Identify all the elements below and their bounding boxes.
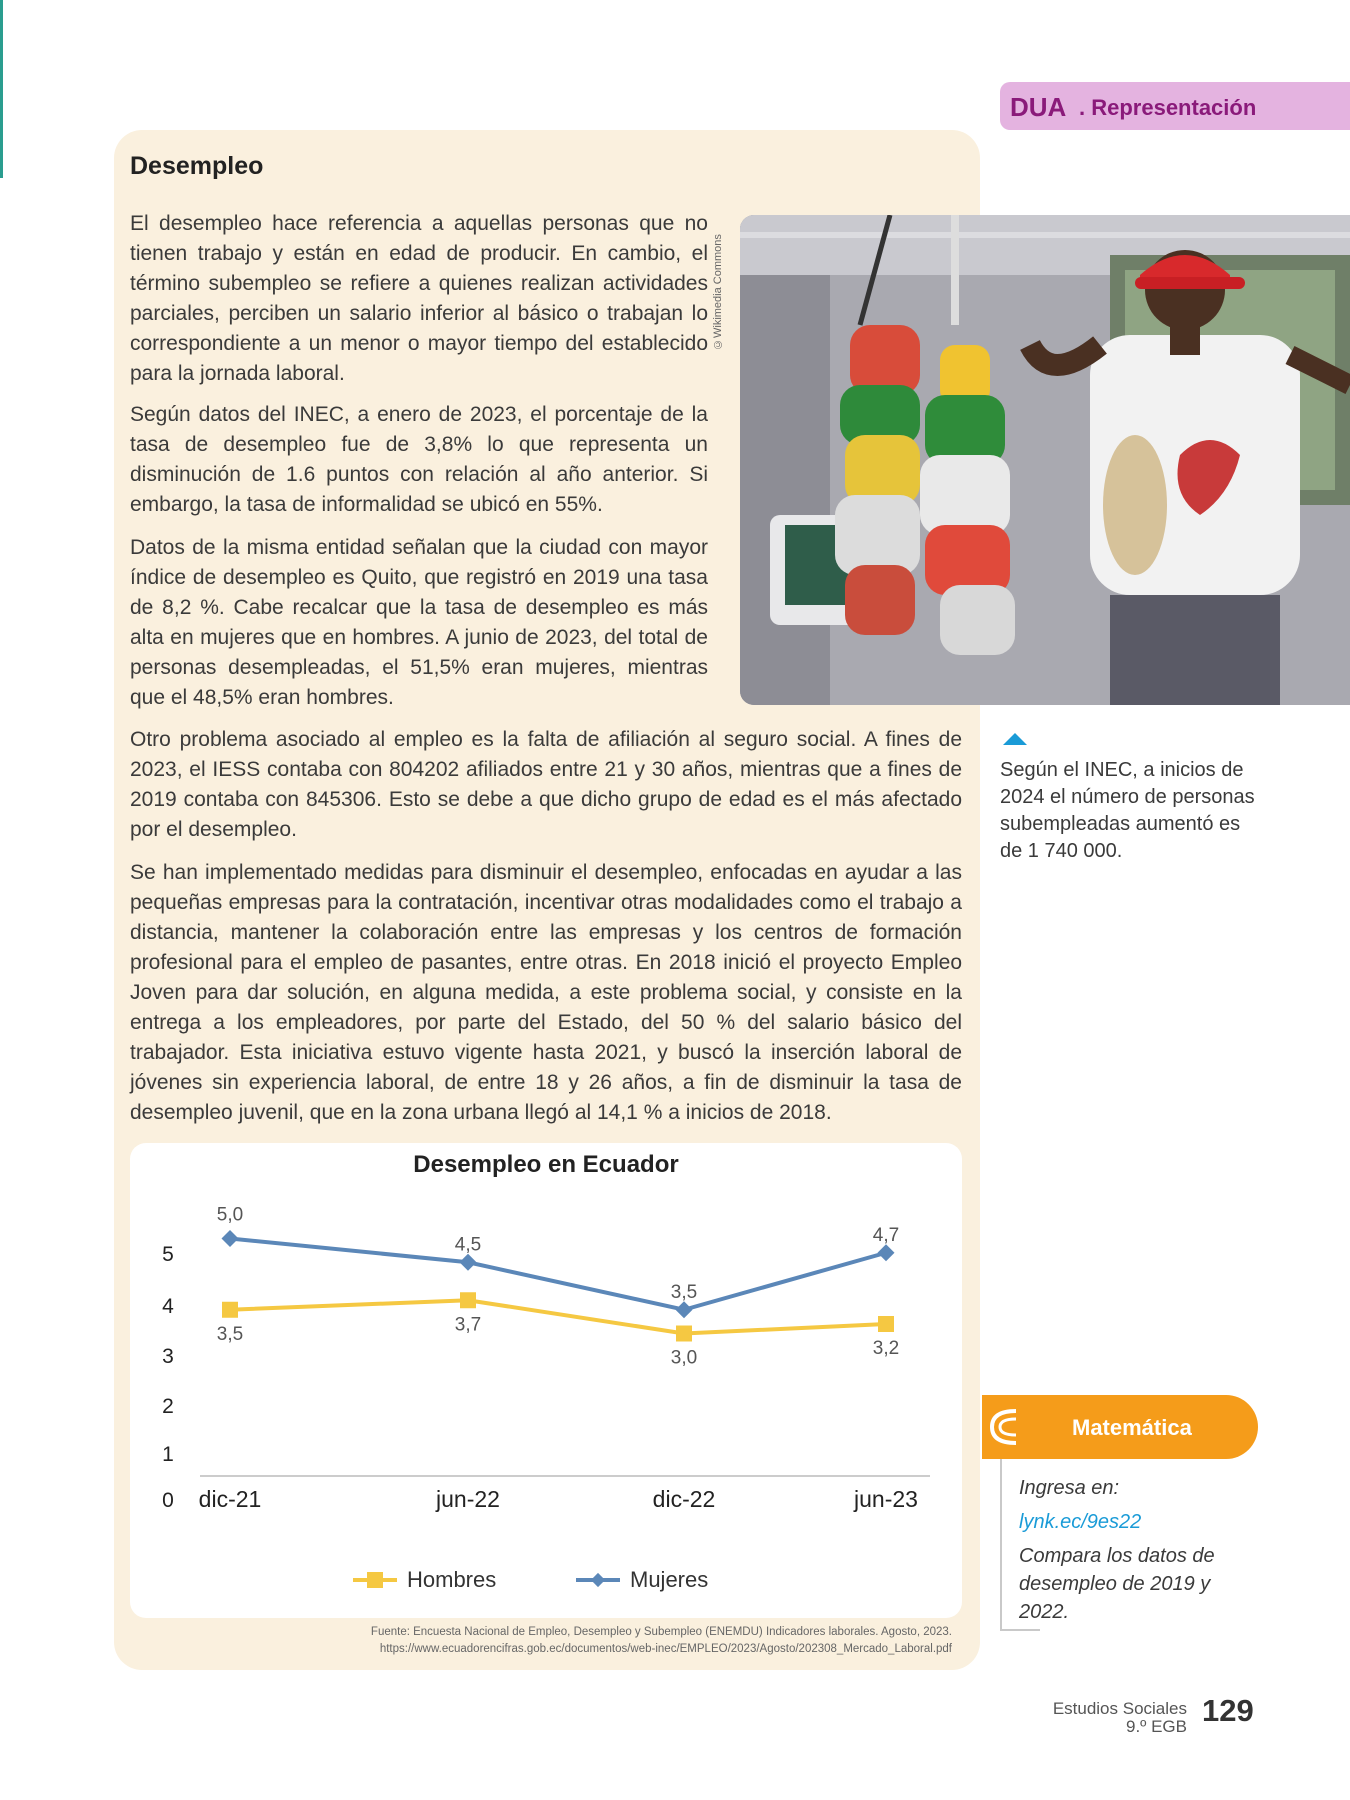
- line-chart: [130, 1143, 962, 1618]
- line-chart-svg: [130, 1143, 962, 1618]
- vendor-photo: [740, 215, 1350, 705]
- marker-mujeres: [222, 1230, 239, 1247]
- matematica-link[interactable]: lynk.ec/9es22: [1019, 1511, 1142, 1533]
- photo-credit: ©Wikimedia Commons: [712, 234, 724, 350]
- caption-arrow-icon: [1003, 733, 1027, 745]
- marker-hombres: [460, 1292, 476, 1308]
- series-line-mujeres: [230, 1239, 886, 1310]
- y-tick-label: 1: [162, 1443, 174, 1466]
- legend-marker-hombres: [367, 1572, 383, 1588]
- chart-title: Desempleo en Ecuador: [413, 1151, 679, 1178]
- dua-tab: [1000, 82, 1350, 130]
- matematica-box: [982, 1395, 1258, 1645]
- paragraph-2: Según datos del INEC, a enero de 2023, el porcentaje de la tasa de desempleo fue de 3,8% lo que representa un disminución de 1.6 puntos con relación al año anterior. Si embargo, la tasa de informalidad se ubicó en 55%.: [130, 403, 708, 516]
- y-tick-label: 5: [162, 1243, 174, 1266]
- data-label-mujeres: 5,0: [216, 1204, 244, 1226]
- matematica-curl-icon: [986, 1405, 1022, 1449]
- x-tick-label: jun-22: [436, 1486, 500, 1512]
- data-label-hombres: 3,7: [454, 1314, 482, 1336]
- y-tick-label: 4: [162, 1295, 174, 1318]
- marker-hombres: [222, 1302, 238, 1318]
- y-tick-label: 3: [162, 1345, 174, 1368]
- paragraph-1: El desempleo hace referencia a aquellas personas que no tienen trabajo y están en edad de producir. En cambio, el término subempleo se refiere a quienes realizan actividades parciales, perciben un salario inferior al básico o trabajan lo correspondiente a un menor o mayor tiempo del establecido para la jornada laboral.: [130, 212, 708, 385]
- photo-caption: Según el INEC, a inicios de 2024 el número de personas subempleadas aumentó es de 1 740 000.: [1000, 759, 1255, 862]
- dua-tag: DUA: [1010, 92, 1067, 122]
- x-tick-label: dic-21: [198, 1486, 262, 1512]
- marker-mujeres: [676, 1301, 693, 1318]
- matematica-activity: Compara los datos de desempleo de 2019 y 2022.: [1019, 1545, 1215, 1623]
- y-tick-label: 2: [162, 1395, 174, 1418]
- data-label-mujeres: 4,7: [872, 1224, 900, 1246]
- y-tick-label: 0: [162, 1489, 174, 1512]
- x-tick-label: dic-22: [652, 1486, 716, 1512]
- legend-label-hombres: Hombres: [407, 1567, 497, 1592]
- footer-subject-name: Estudios Sociales: [1052, 1699, 1187, 1718]
- page-edge-rule: [0, 0, 3, 178]
- marker-mujeres: [460, 1254, 477, 1271]
- dua-label: . Representación: [1079, 95, 1257, 120]
- marker-mujeres: [878, 1244, 895, 1261]
- marker-hombres: [878, 1316, 894, 1332]
- data-label-hombres: 3,5: [216, 1323, 244, 1345]
- source-line-2: https://www.ecuadorencifras.gob.ec/documentos/web-inec/EMPLEO/2023/Agosto/202308_Mercado_Laboral.pdf: [379, 1643, 952, 1655]
- paragraph-5: Se han implementado medidas para disminuir el desempleo, enfocadas en ayudar a las pequeñas empresas para la contratación, incentivar otras modalidades como el trabajo a distancia, mantener la colaboración entre las empresas y los centros de formación profesional para el empleo de pasantes, entre otras. En 2018 inició el proyecto Empleo Joven para dar solución, en alguna medida, a este problema social, y consiste en la entrega a los empleadores, por parte del Estado, del 50 % del salario básico del trabajador. Esta iniciativa estuvo vigente hasta 2021, y buscó la inserción laboral de jóvenes sin experiencia laboral, de entre 18 y 26 años, a fin de disminuir la tasa de desempleo juvenil, que en la zona urbana llegó al 14,1 % a inicios de 2018.: [130, 861, 962, 1124]
- vendor-photo-illustration: [740, 215, 1350, 705]
- legend-marker-mujeres: [591, 1573, 605, 1587]
- footer-subject: [1053, 1700, 1187, 1736]
- legend-label-mujeres: Mujeres: [630, 1567, 709, 1592]
- marker-hombres: [676, 1326, 692, 1342]
- x-tick-label: jun-23: [854, 1486, 918, 1512]
- source-line-1: Fuente: Encuesta Nacional de Empleo, Desempleo y Subempleo (ENEMDU) Indicadores laborales. Agosto, 2023.: [370, 1626, 952, 1638]
- data-label-mujeres: 4,5: [454, 1234, 482, 1256]
- matematica-label: Matemática: [1072, 1415, 1192, 1440]
- matematica-bottom-rule: [1000, 1629, 1040, 1631]
- section-title: Desempleo: [130, 152, 264, 180]
- paragraph-3: Datos de la misma entidad señalan que la ciudad con mayor índice de desempleo es Quito, que registró en 2019 una tasa de 8,2 %. Cabe recalcar que la tasa de desempleo es más alta en mujeres que en hombres. A junio de 2023, del total de personas desempleadas, el 51,5% eran mujeres, mientras que el 48,5% eran hombres.: [130, 536, 708, 709]
- footer-grade: 9.º EGB: [1125, 1717, 1187, 1736]
- matematica-instruction: Ingresa en:: [1019, 1477, 1120, 1499]
- matematica-tab: [982, 1395, 1258, 1459]
- paragraph-4: Otro problema asociado al empleo es la falta de afiliación al seguro social. A fines de 2023, el IESS contaba con 804202 afiliados entre 21 y 30 años, mientras que a fines de 2019 contaba con 845306. Esto se debe a que dicho grupo de edad es el más afectado por el desempleo.: [130, 728, 962, 841]
- data-label-hombres: 3,2: [872, 1338, 900, 1359]
- data-label-hombres: 3,0: [670, 1347, 698, 1369]
- page-number: 129: [1202, 1693, 1254, 1728]
- chart-source: [150, 1624, 952, 1658]
- series-line-hombres: [230, 1300, 886, 1336]
- data-label-mujeres: 3,5: [670, 1281, 698, 1303]
- matematica-side-rule: [1000, 1459, 1002, 1629]
